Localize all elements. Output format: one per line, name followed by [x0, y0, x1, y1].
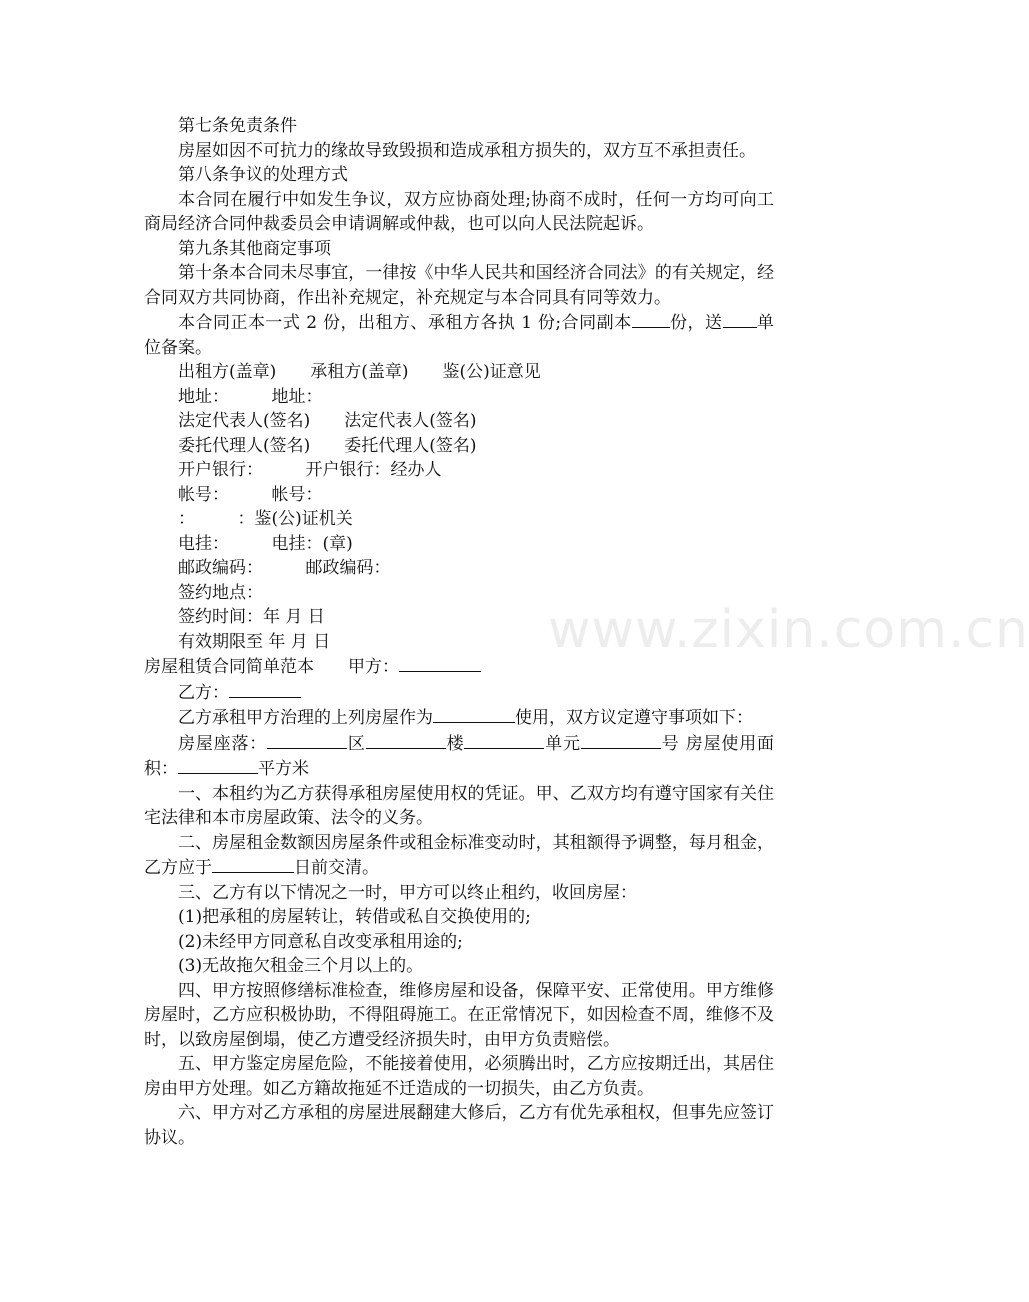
signature-line: 委托代理人(签名) 委托代理人(签名)	[178, 435, 477, 456]
signature-line: 签约时间：年 月 日	[178, 607, 325, 627]
article-10-text: 第十条本合同未尽事宜，一律按《中华人民共和国经济合同法》的有关规定，经合同双方共同协商，作出补充规定，补充规定与本合同具有同等效力。	[144, 263, 774, 308]
signature-line: 开户银行： 开户银行：经办人	[178, 460, 442, 480]
clause-4: 四、甲方按照修缮标准检查，维修房屋和设备，保障平安、正常使用。甲方维修房屋时，乙方应积极协助，不得阻碍施工。在正常情况下，如因检查不周，维修不及时，以致房屋倒塌，使乙方遭受经济损失时，由甲方负责赔偿。	[144, 980, 774, 1050]
clause-2: 二、房屋租金数额因房屋条件或租金标准变动时，其租额得予调整，每月租金，乙方应于 日前交清。	[144, 832, 774, 878]
clause-5: 五、甲方鉴定房屋危险，不能接着使用，必须腾出时，乙方应按期迁出，其居住房由甲方处理。如乙方籍故拖延不迁造成的一切损失，由乙方负责。	[144, 1054, 774, 1099]
clause-3-item: (3)无故拖欠租金三个月以上的。	[178, 956, 424, 976]
article-7-text: 房屋如因不可抗力的缘故导致毁损和造成承租方损失的，双方互不承担责任。	[178, 140, 756, 161]
clause-3-item: (2)未经甲方同意私自改变承租用途的;	[178, 931, 463, 952]
signature-line: 地址： 地址：	[178, 386, 323, 407]
blank-field	[581, 731, 661, 749]
article-7-heading: 第七条免责条件	[178, 116, 297, 136]
blank-field	[212, 855, 294, 873]
signature-line: 签约地点：	[178, 582, 263, 603]
clause-1: 一、本租约为乙方获得承租房屋使用权的凭证。甲、乙双方均有遵守国家有关住宅法律和本市房屋政策、法令的义务。	[144, 783, 774, 828]
blank-field	[632, 310, 670, 328]
signature-line: 帐号： 帐号：	[178, 484, 323, 505]
signature-line: 有效期限至 年 月 日	[178, 631, 331, 652]
blank-field	[433, 705, 515, 723]
blank-field	[267, 731, 347, 749]
location-paragraph: 房屋座落： 区 楼 单元 号 房屋使用面积： 平方米	[144, 731, 774, 782]
party-b-line: 乙方：	[144, 680, 774, 706]
clause-3-item: (1)把承租的房屋转让，转借或私自交换使用的;	[178, 907, 531, 927]
blank-field	[178, 756, 258, 774]
article-8-text: 本合同在履行中如发生争议，双方应协商处理;协商不成时，任何一方均可向工商局经济合同仲裁委员会申请调解或仲裁，也可以向人民法院起诉。	[144, 189, 774, 234]
use-paragraph: 乙方承租甲方治理的上列房屋作为 使用，双方议定遵守事项如下：	[144, 705, 774, 731]
article-8-heading: 第八条争议的处理方式	[178, 165, 348, 185]
signature-line: 邮政编码： 邮政编码：	[178, 558, 391, 578]
watermark: www.zixin.com.cn	[548, 600, 1029, 660]
signature-line: 法定代表人(签名) 法定代表人(签名)	[178, 411, 477, 431]
copies-paragraph: 本合同正本一式 2 份，出租方、承租方各执 1 份;合同副本 份，送 单位备案。	[144, 310, 774, 360]
clause-6: 六、甲方对乙方承租的房屋进展翻建大修后，乙方有优先承租权，但事先应签订协议。	[144, 1103, 774, 1148]
blank-field	[366, 731, 446, 749]
document-title: 房屋租赁合同简单范本	[144, 657, 314, 677]
signature-line: 出租方(盖章) 承租方(盖章) 鉴(公)证意见	[178, 362, 541, 382]
blank-field	[399, 654, 481, 672]
signature-line: ： ：鉴(公)证机关	[178, 509, 353, 529]
signature-line: 电挂： 电挂：(章)	[178, 533, 353, 554]
blank-field	[723, 310, 757, 328]
blank-field	[464, 731, 544, 749]
clause-3: 三、乙方有以下情况之一时，甲方可以终止租约，收回房屋：	[178, 882, 637, 903]
article-9-heading: 第九条其他商定事项	[178, 238, 331, 259]
document-title-line: 房屋租赁合同简单范本 甲方：	[144, 654, 774, 680]
blank-field	[229, 680, 301, 698]
